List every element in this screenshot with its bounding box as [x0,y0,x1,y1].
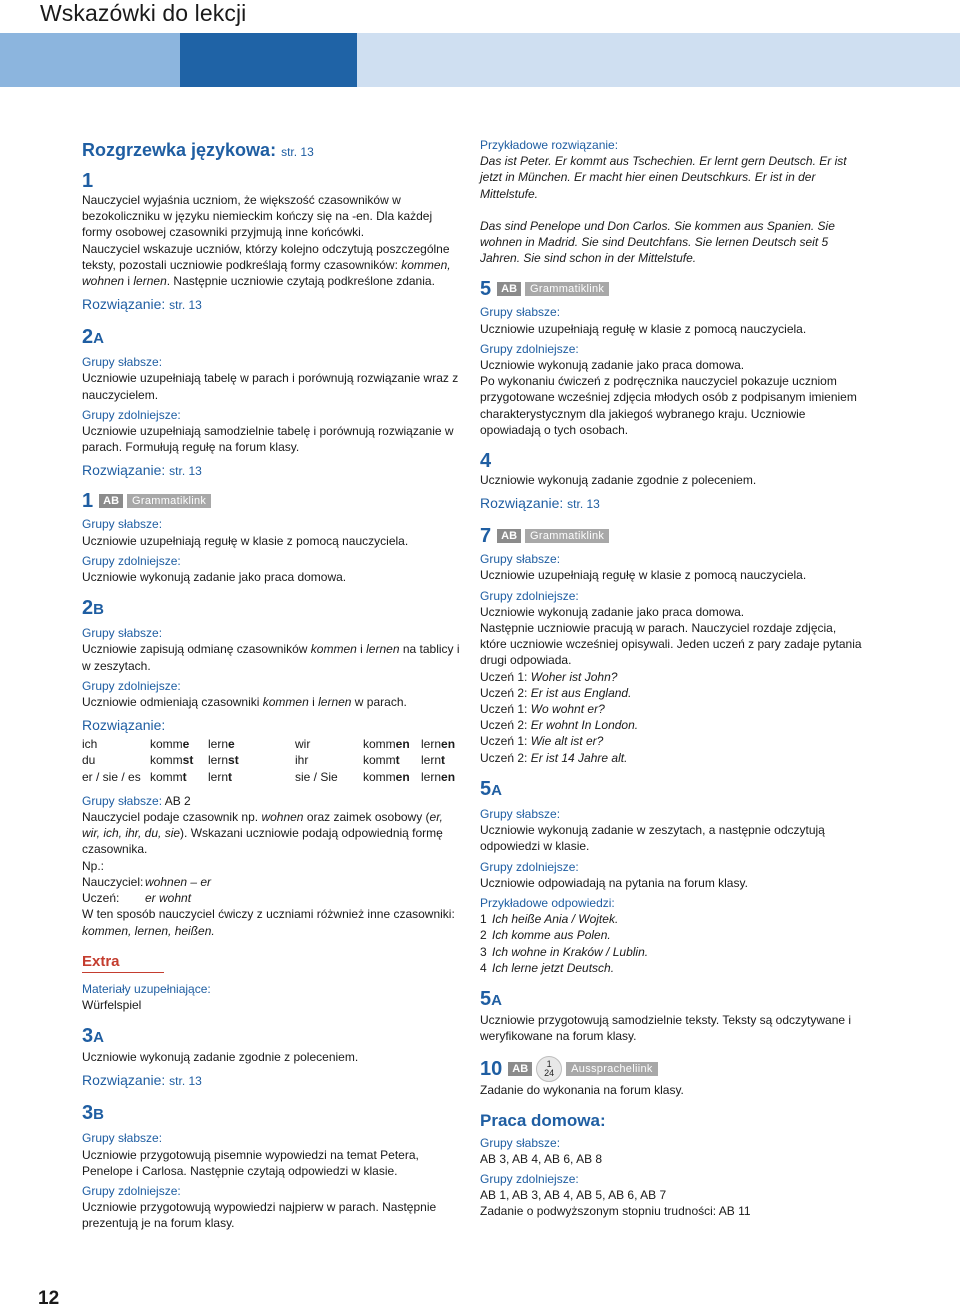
table-cell: kommen [363,769,410,784]
exercise-number: 2A [82,326,104,349]
exercise-number: 1 [82,490,94,513]
list-item: Uczeń 1: Wie alt ist er? [480,734,604,749]
dialog-list [480,669,865,766]
table-cell: kommst [150,753,194,768]
answers-list [480,911,865,976]
paragraph: Das ist Peter. Er kommt aus Tschechien. Er lernt gern Deutsch. Er ist jetzt in München. Er macht hier einen Deutschkurs. Er ist in der Mittelstufe. [480,154,847,201]
paragraph: Następnie uczniowie pracują w parach. Nauczyciel rozdaje zdjęcia, które uczniowie wcześniej opisywali. Jeden uczeń z pary zadaje pytania drugi odpowiada. [480,621,862,668]
warmup-heading: Rozgrzewka językowa: str. 13 [82,140,314,160]
paragraph: Uczniowie wykonują zadanie zgodnie z poleceniem. [82,1050,359,1065]
exercise-row [82,490,462,512]
table-cell: kommt [150,769,187,784]
group-label: Grupy zdolniejsze: [480,859,579,874]
paragraph: Uczniowie przygotowują samodzielnie teksty. Teksty są odczytywane i weryfikowane na forum klasy. [480,1012,852,1044]
table-cell: lernt [208,769,233,784]
group-label: Grupy słabsze: [82,626,163,641]
table-cell: du [82,753,96,768]
header-banner [0,33,960,87]
paragraph: Uczniowie wykonują zadanie jako praca domowa. [480,604,745,619]
table-cell: lernst [208,753,239,768]
table-cell: er / sie / es [82,769,141,784]
group-label: Grupy zdolniejsze: [480,588,579,603]
group-label: Grupy zdolniejsze: [82,407,181,422]
paragraph: AB 1, AB 3, AB 4, AB 5, AB 6, AB 7 [480,1188,667,1203]
paragraph: Nauczyciel podaje czasownik np. wohnen oraz zaimek osobowy (er, wir, ich, ihr, du, sie). Wskazani uczniowie podają odpowiednią formę czasownika. [82,810,443,857]
group-label: Grupy zdolniejsze: [480,1171,579,1186]
exercise-row [480,278,865,300]
list-item: Uczeń 2: Er ist aus England. [480,685,632,700]
materials-label: Materiały uzupełniające: [82,981,211,996]
exercise-number: 1 [82,170,94,192]
grammatiklink-tag: Grammatiklink [525,282,609,296]
list-item: Uczeń 2: Er ist 14 Jahre alt. [480,750,628,765]
exercise-number: 4 [480,450,492,473]
example-line: Nauczyciel: wohnen – er [82,874,212,889]
paragraph: AB 3, AB 4, AB 6, AB 8 [480,1151,603,1166]
paragraph: Uczniowie uzupełniają regułę w klasie z pomocą nauczyciela. [82,533,409,548]
page-header-title: Wskazówki do lekcji [40,0,247,26]
group-label: Grupy słabsze: [480,305,561,320]
group-label: Grupy zdolniejsze: [82,1183,181,1198]
table-cell: lerne [208,737,235,752]
table-cell: ihr [295,753,309,768]
exercise-number: 3A [82,1025,104,1048]
right-column [480,137,865,1220]
exercise-number: 10 [480,1058,503,1081]
paragraph: Uczniowie odpowiadają na pytania na forum klasy. [480,875,748,890]
grammatiklink-tag: Grammatiklink [127,494,211,508]
table-cell: lernen [421,737,456,752]
list-item: 1 Ich heiße Ania / Wojtek. [480,912,619,927]
group-label: Grupy słabsze: [82,517,163,532]
solution-label: Rozwiązanie: [82,717,166,734]
ab-tag: AB [99,494,123,508]
paragraph: Uczniowie wykonują zadanie w zeszytach, a następnie odczytują odpowiedzi w klasie. [480,823,825,854]
group-label: Grupy słabsze: [480,1135,561,1150]
paragraph: Uczniowie uzupełniają samodzielnie tabelę i porównują rozwiązanie w parach. Formułują regułę na forum klasy. [82,424,454,455]
paragraph: Uczniowie przygotowują wypowiedzi najpierw w parach. Następnie prezentują je na forum klasy. [82,1200,437,1231]
cd-icon: 1 24 [536,1056,562,1082]
group-label: Grupy zdolniejsze: [82,553,181,568]
ab-tag: AB [497,529,521,543]
exercise-number: 5 [480,278,492,301]
table-cell: sie / Sie [295,769,338,784]
list-item: Uczeń 1: Wo wohnt er? [480,702,605,717]
ab-tag: AB [508,1062,532,1076]
sample-solution-label: Przykładowe rozwiązanie: [480,138,619,152]
table-cell: kommt [363,753,400,768]
table-cell: lernt [421,753,446,768]
exercise-number: 5A [480,987,502,1010]
banner-dark-block [180,33,357,87]
paragraph: Uczniowie przygotowują pisemnie wypowiedzi na temat Petera, Penelope i Carlosa. Następnie czytają odpowiedzi w klasie. [82,1147,419,1178]
group-label: Grupy słabsze: [480,552,561,567]
table-cell: lernen [421,769,456,784]
table-cell: komme [150,737,190,752]
paragraph: Uczniowie zapisują odmianę czasowników kommen i lernen na tablicy i w zeszytach. [82,642,460,673]
table-row [82,736,461,752]
paragraph: Nauczyciel wskazuje uczniów, którzy kolejno odczytują poszczególne teksty, pozostali uczniowie podkreślają formy czasowników: kommen, wohnen i lernen. Następnie uczniowie czytają podkreślone zdania. [82,241,451,289]
paragraph: Uczniowie odmieniają czasowniki kommen i lernen w parach. [82,695,407,710]
paragraph: Np.: [82,858,105,873]
extra-heading: Extra [82,953,164,973]
paragraph: Nauczyciel wyjaśnia uczniom, że większość czasowników w bezokoliczniku w języku niemieckim kończy się na -en. Dla każdej formy osobowej czasowniki przyjmują inne końcówki. [82,193,433,240]
exercise-number: 3B [82,1102,104,1125]
exercise-number: 5A [480,777,502,800]
table-row [82,769,461,785]
group-label: Grupy zdolniejsze: [82,678,181,693]
exercise-row [480,1056,865,1082]
paragraph: Po wykonaniu ćwiczeń z podręcznika nauczyciel pokazuje uczniom przygotowane wcześniej zdjęcia młodych osób z podpisanym imieniem charakterystycznym dla jakiegoś wybranego kraju. Uczniowie opowiadają o tych osobach. [480,374,857,437]
paragraph: Zadanie o podwyższonym stopniu trudności: AB 11 [480,1204,751,1219]
answers-label: Przykładowe odpowiedzi: [480,895,615,910]
paragraph: Uczniowie uzupełniają regułę w klasie z pomocą nauczyciela. [480,568,807,583]
table-cell: wir [295,737,311,752]
banner-light-block [0,33,180,87]
example-line: Uczeń: er wohnt [82,891,192,906]
list-item: 2 Ich komme aus Polen. [480,928,611,943]
paragraph: Uczniowie wykonują zadanie jako praca domowa. [82,570,347,585]
page-number: 12 [38,1288,60,1309]
paragraph: Das sind Penelope und Don Carlos. Sie kommen aus Spanien. Sie wohnen in Madrid. Sie sind Deutchfans. Sie lernen Deutsch seit 5 Jahren. Sie sind schon in der Mittelstufe. [480,218,835,266]
solution-label: Rozwiązanie: str. 13 [82,462,202,479]
paragraph: Uczniowie wykonują zadanie jako praca domowa. [480,358,745,373]
group-label: Grupy słabsze: [82,355,163,370]
paragraph: Uczniowie uzupełniają tabelę w parach i porównują rozwiązanie wraz z nauczycielem. [82,371,459,402]
grammatiklink-tag: Grammatiklink [525,529,609,543]
left-column [82,140,462,1232]
solution-label: Rozwiązanie: str. 13 [82,296,202,313]
group-label: Grupy słabsze: [480,806,561,821]
materials-value: Würfelspiel [82,997,142,1012]
exercise-number: 7 [480,525,492,548]
homework-heading: Praca domowa: [480,1110,606,1130]
group-label: Grupy zdolniejsze: [480,341,579,356]
table-row [82,752,461,768]
weaker-ab2-line: Grupy słabsze: AB 2 [82,793,191,808]
group-label: Grupy słabsze: [82,1131,163,1146]
table-cell: ich [82,737,98,752]
list-item: Uczeń 2: Er wohnt In London. [480,718,639,733]
list-item: Uczeń 1: Woher ist John? [480,669,618,684]
list-item: 3 Ich wohne in Kraków / Lublin. [480,944,649,959]
conjugation-table [82,736,461,785]
exercise-row [480,525,865,547]
paragraph: Uczniowie wykonują zadanie zgodnie z poleceniem. [480,473,757,488]
solution-label: Rozwiązanie: str. 13 [480,495,600,512]
paragraph: Uczniowie uzupełniają regułę w klasie z pomocą nauczyciela. [480,321,807,336]
solution-label: Rozwiązanie: str. 13 [82,1072,202,1089]
ab-tag: AB [497,282,521,296]
paragraph: Zadanie do wykonania na forum klasy. [480,1083,684,1098]
paragraph: W ten sposób nauczyciel ćwiczy z uczniami różwnież inne czasowniki: kommen, lernen, heißen. [82,907,455,938]
list-item: 4 Ich lerne jetzt Deutsch. [480,960,615,975]
table-cell: kommen [363,737,410,752]
aussprachelink-tag: Ausspracheliink [566,1062,658,1076]
exercise-number: 2B [82,597,104,620]
